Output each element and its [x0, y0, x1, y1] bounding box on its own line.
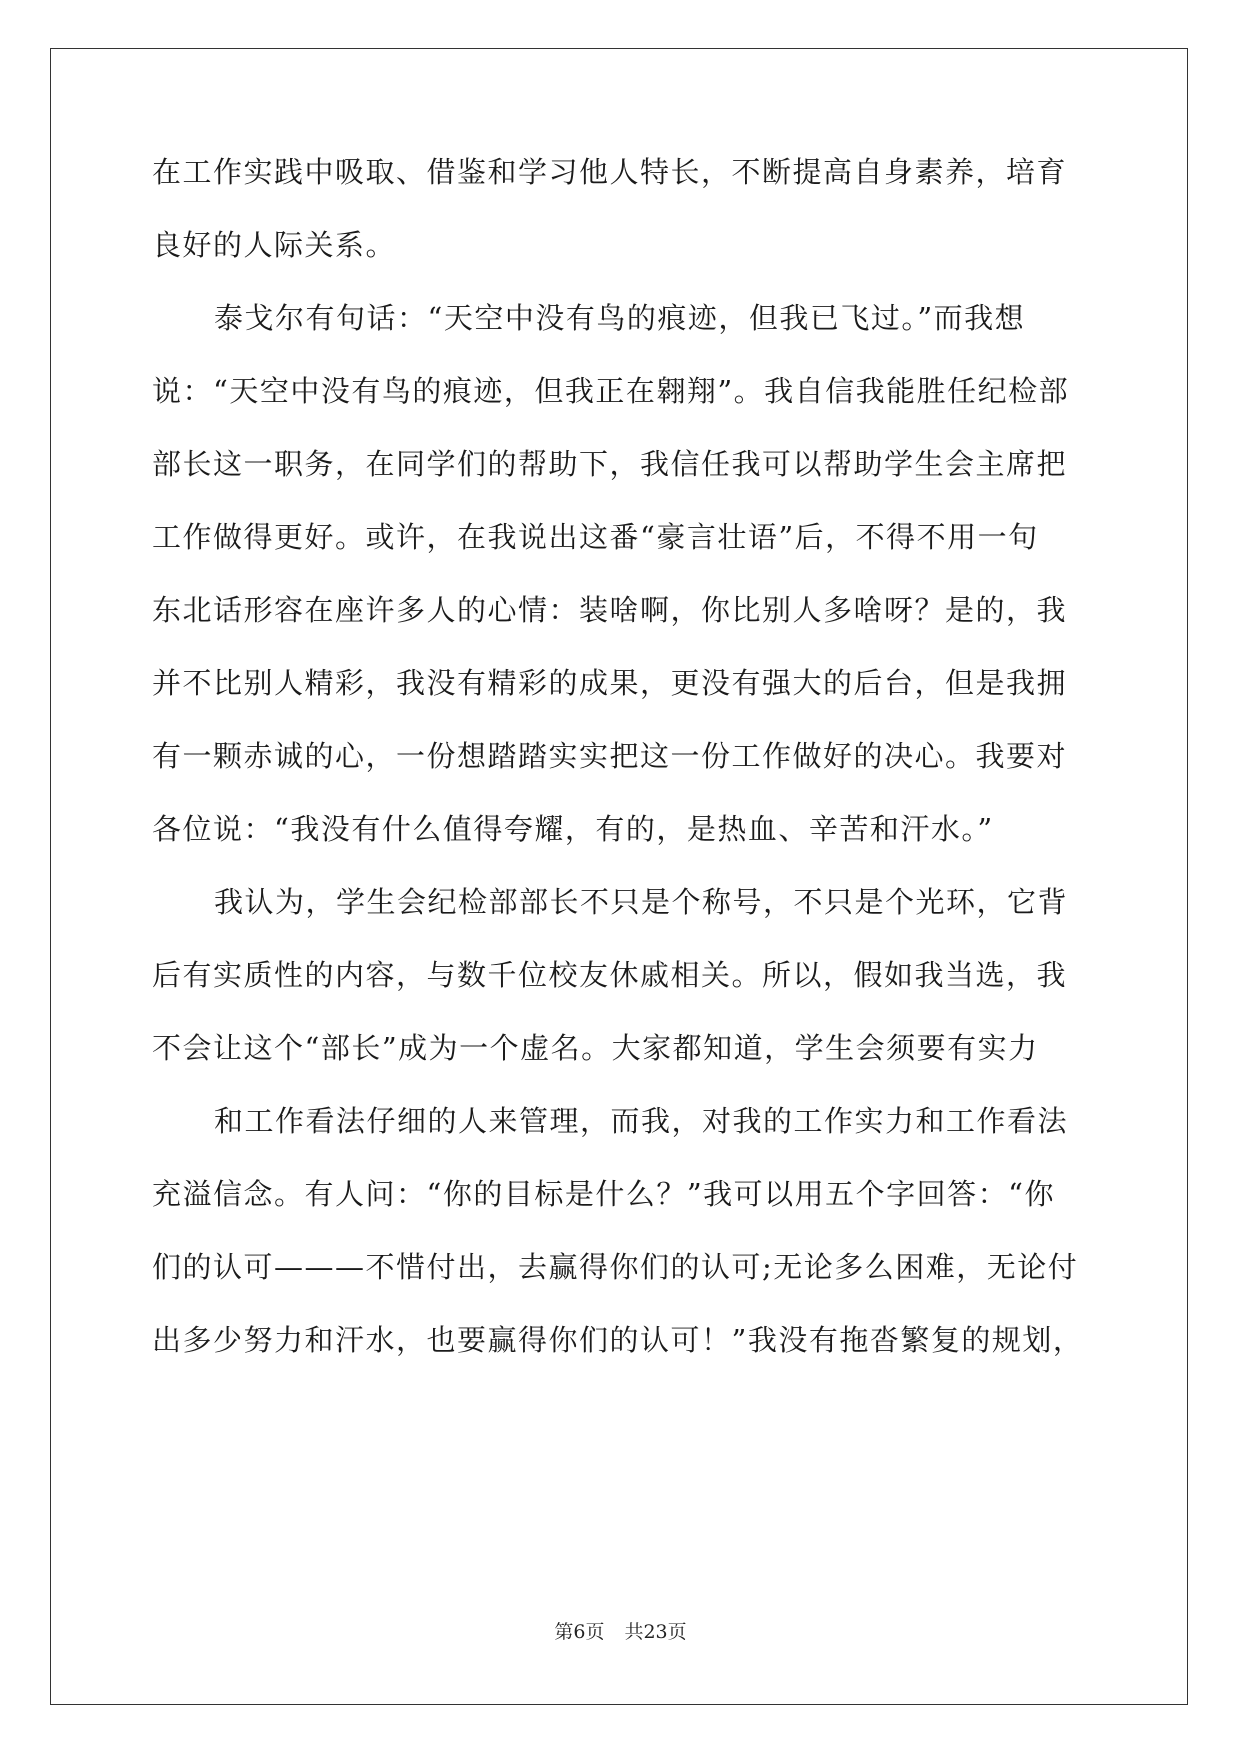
- text-line: 不会让这个“部长”成为一个虚名。大家都知道，学生会须要有实力: [152, 1031, 1039, 1065]
- text-line: 良好的人际关系。: [152, 228, 397, 262]
- text-line: 各位说：“我没有什么值得夸耀，有的，是热血、辛苦和汗水。”: [152, 812, 994, 846]
- text-line: 在工作实践中吸取、借鉴和学习他人特长，不断提高自身素养，培育: [152, 155, 1068, 189]
- text-line: 并不比别人精彩，我没有精彩的成果，更没有强大的后台，但是我拥: [152, 666, 1068, 700]
- page-border: [50, 48, 1188, 1705]
- text-line: 后有实质性的内容，与数千位校友休戚相关。所以，假如我当选，我: [152, 958, 1068, 992]
- paragraph-first-line: 我认为，学生会纪检部部长不只是个称号，不只是个光环，它背: [214, 885, 1069, 919]
- text-line: 们的认可———不惜付出，去赢得你们的认可;无论多么困难，无论付: [152, 1250, 1079, 1284]
- page-total: 共23页: [624, 1621, 687, 1643]
- text-line: 说：“天空中没有鸟的痕迹，但我正在翱翔”。我自信我能胜任纪检部: [152, 374, 1070, 408]
- text-line: 东北话形容在座许多人的心情：装啥啊，你比别人多啥呀？是的，我: [152, 593, 1068, 627]
- page-number: 第6页: [554, 1621, 605, 1643]
- text-line: 部长这一职务，在同学们的帮助下，我信任我可以帮助学生会主席把: [152, 447, 1068, 481]
- text-line: 出多少努力和汗水，也要赢得你们的认可！”我没有拖沓繁复的规划，: [152, 1323, 1084, 1357]
- text-line: 工作做得更好。或许，在我说出这番“豪言壮语”后，不得不用一句: [152, 520, 1039, 554]
- text-line: 充溢信念。有人问：“你的目标是什么？”我可以用五个字回答：“你: [152, 1177, 1055, 1211]
- paragraph-first-line: 泰戈尔有句话：“天空中没有鸟的痕迹，但我已飞过。”而我想: [214, 301, 1026, 335]
- paragraph-first-line: 和工作看法仔细的人来管理，而我，对我的工作实力和工作看法: [214, 1104, 1069, 1138]
- page-footer: [0, 1620, 1241, 1644]
- text-line: 有一颗赤诚的心，一份想踏踏实实把这一份工作做好的决心。我要对: [152, 739, 1068, 773]
